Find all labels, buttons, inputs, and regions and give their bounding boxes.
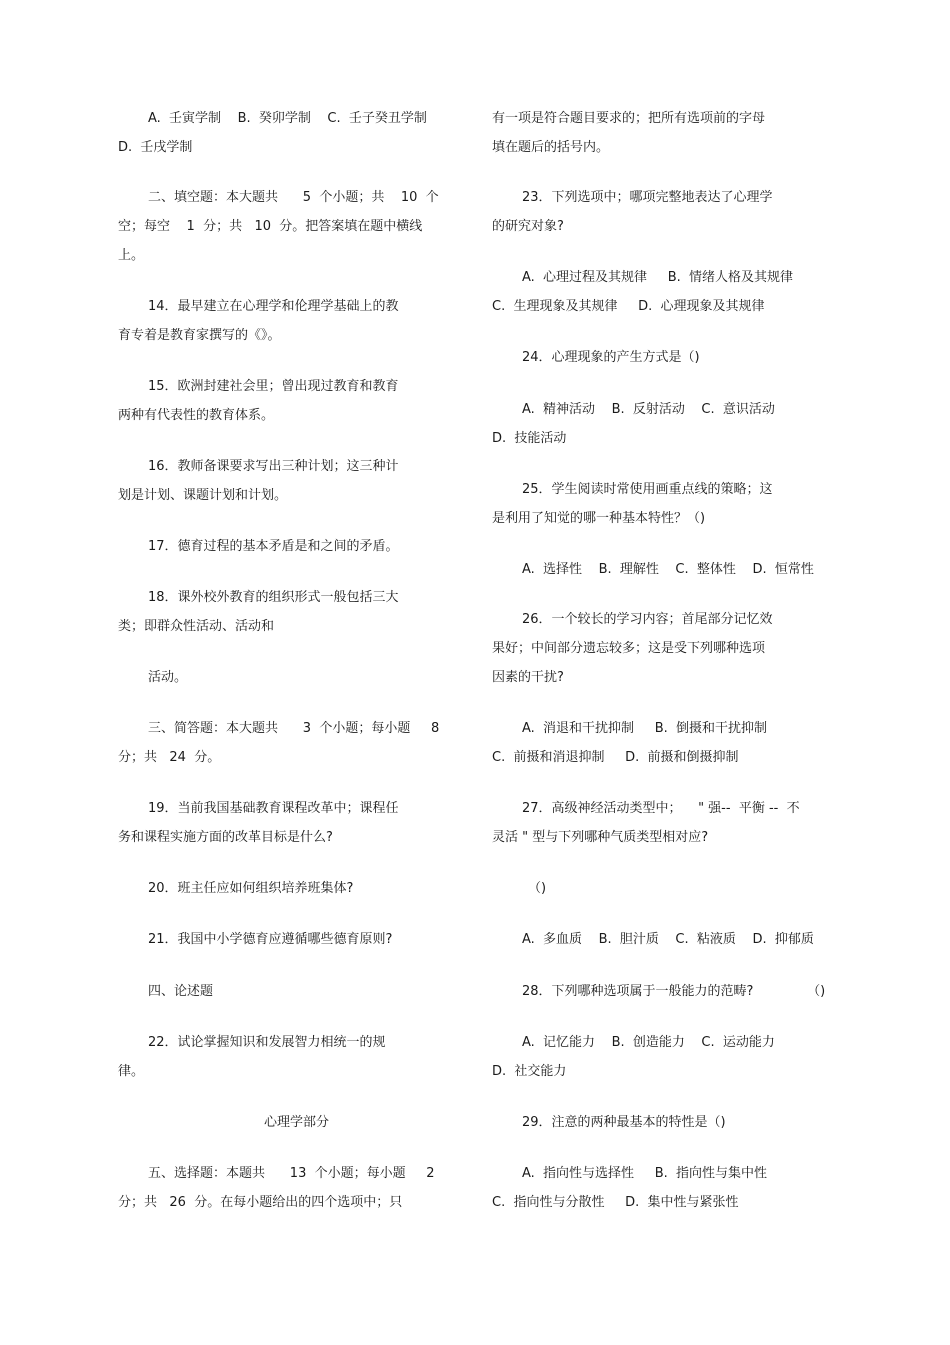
question-23: 23．下列选项中；哪项完整地表达了心理学 [522,190,773,205]
question-29: 29．注意的两种最基本的特性是（) [522,1115,726,1130]
option-line: D. 技能活动 [492,431,567,446]
question-24: 24．心理现象的产生方式是（) [522,350,700,365]
question-21: 21．我国中小学德育应遵循哪些德育原则? [148,932,393,947]
option-line: A. 选择性 B. 理解性 C. 整体性 D. 恒常性 [522,562,814,577]
answer-bracket: （) [528,881,547,896]
option-line: A. 记忆能力 B. 创造能力 C. 运动能力 [522,1035,775,1050]
question-26: 果好；中间部分遗忘较多；这是受下列哪种选项 [492,641,766,656]
instruction-text: 填在题后的括号内。 [492,140,610,155]
question-25: 是利用了知觉的哪一种基本特性？（) [492,511,706,526]
section-heading-choice: 五、选择题：本题共 13 个小题；每小题 2 [148,1166,435,1181]
option-line: A. 心理过程及其规律 B. 情绪人格及其规律 [522,270,794,285]
option-line: C. 生理现象及其规律 D. 心理现象及其规律 [492,299,765,314]
question-16: 16．教师备课要求写出三种计划；这三种计 [148,459,399,474]
section-heading-fill-blank: 空；每空 1 分；共 10 分。把答案填在题中横线 [118,219,423,234]
section-heading-fill-blank: 上。 [118,248,145,263]
section-heading-choice: 分；共 26 分。在每小题给出的四个选项中；只 [118,1195,403,1210]
question-18: 类；即群众性活动、活动和 [118,619,275,634]
question-22: 22．试论掌握知识和发展智力相统一的规 [148,1035,386,1050]
question-26: 因素的干扰? [492,670,564,685]
question-27: 27．高级神经活动类型中； " 强-- 平衡 -- 不 [522,801,800,816]
question-26: 26．一个较长的学习内容；首尾部分记忆效 [522,612,773,627]
question-19: 务和课程实施方面的改革目标是什么? [118,830,333,845]
question-22: 律。 [118,1064,145,1079]
question-27: 灵活 " 型与下列哪种气质类型相对应? [492,830,709,845]
option-line: A. 多血质 B. 胆汁质 C. 粘液质 D. 抑郁质 [522,932,814,947]
instruction-text: 有一项是符合题目要求的；把所有选项前的字母 [492,111,766,126]
question-19: 19．当前我国基础教育课程改革中；课程任 [148,801,399,816]
option-line: A. 精神活动 B. 反射活动 C. 意识活动 [522,402,775,417]
section-heading-essay: 四、论述题 [148,984,214,999]
part-title-psychology: 心理学部分 [264,1115,330,1130]
option-line: C. 指向性与分散性 D. 集中性与紧张性 [492,1195,739,1210]
option-line: A. 消退和干扰抑制 B. 倒摄和干扰抑制 [522,721,768,736]
question-23: 的研究对象? [492,219,564,234]
question-28: 28．下列哪种选项属于一般能力的范畴? （) [522,984,826,999]
question-16: 划是计划、课题计划和计划。 [118,488,288,503]
option-line: D. 壬戌学制 [118,140,193,155]
question-20: 20．班主任应如何组织培养班集体? [148,881,354,896]
section-heading-short-answer: 分；共 24 分。 [118,750,221,765]
question-18: 活动。 [148,670,188,685]
option-line: A. 壬寅学制 B. 癸卯学制 C. 壬子癸丑学制 [148,111,427,126]
question-14: 14．最早建立在心理学和伦理学基础上的教 [148,299,399,314]
option-line: C. 前摄和消退抑制 D. 前摄和倒摄抑制 [492,750,739,765]
option-line: A. 指向性与选择性 B. 指向性与集中性 [522,1166,768,1181]
question-14: 育专着是教育家撰写的《》。 [118,328,281,343]
question-18: 18．课外校外教育的组织形式一般包括三大 [148,590,399,605]
section-heading-short-answer: 三、简答题：本大题共 3 个小题；每小题 8 [148,721,440,736]
question-17: 17．德育过程的基本矛盾是和之间的矛盾。 [148,539,399,554]
question-15: 15．欧洲封建社会里；曾出现过教育和教育 [148,379,399,394]
question-15: 两种有代表性的教育体系。 [118,408,275,423]
section-heading-fill-blank: 二、填空题：本大题共 5 个小题；共 10 个 [148,190,439,205]
option-line: D. 社交能力 [492,1064,567,1079]
question-25: 25．学生阅读时常使用画重点线的策略；这 [522,482,773,497]
